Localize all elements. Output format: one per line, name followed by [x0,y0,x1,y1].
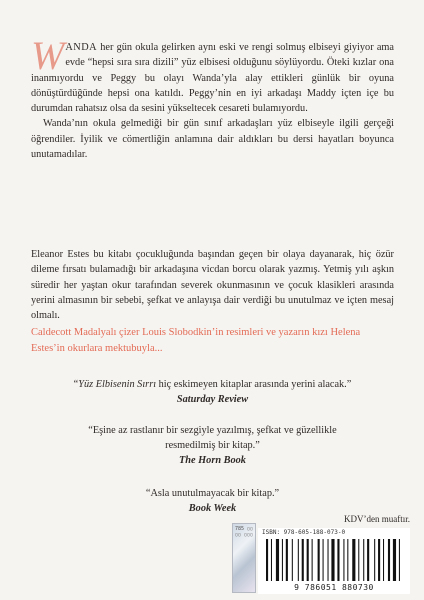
barcode-bar [358,539,359,581]
barcode-bar [352,539,355,581]
barcode-bar [331,539,334,581]
tax-exempt-note: KDV’den muaftır. [344,514,410,524]
book-title-italic: Yüz Elbisenin Sırrı [78,379,157,390]
barcode-bar [312,539,313,581]
synopsis-text-1: her gün okula gelirken aynı eski ve rengi solmuş elbiseyi giyiyor ama evde “hepsi sıra sıra dizili” yüz elbisesi olduğunu söylüyordu. Öteki kızlar ona inanmıyordu ve Peggy bu olayı Wanda’yla alay ettikleri günlük bir oyuna dönüştürdüğünde hepsi ona katıldı. Peggy’nin en iyi arkadaşı Maddy içten içe bu durumdan rahatsız olsa da sesini yükseltecek cesareti bulamıyordu. [31,42,394,115]
drop-cap: W [31,33,65,78]
synopsis-paragraph-1 [31,33,394,116]
barcode-bar [347,539,348,581]
barcode-bar [286,539,288,581]
barcode-bar [302,539,304,581]
illustrator-note: Caldecott Madalyalı çizer Louis Slobodkin’in resimleri ve yazarın kızı Helena Estes’in okurlara mektubuyla... [31,327,361,354]
barcode-bar [282,539,283,581]
sticker-text: 785 ▯▯ ▯▯ ▯▯▯ [235,526,254,538]
review-quote-2-line-2: resmedilmiş bir kitap.” [165,440,260,451]
review-source-2: The Horn Book [179,455,246,466]
review-source-1: Saturday Review [176,394,249,405]
review-source-3: Book Week [188,503,237,514]
review-quote-3 [31,486,394,516]
barcode-bar [266,539,268,581]
about-paragraph: Eleanor Estes bu kitabı çocukluğunda başından geçen bir olaya dayanarak, hiç özür dileme fırsatı bulamadığı bir arkadaşına vicdan borcu olarak yazmış. Yetmiş yılı aşkın süredir her yaştan okur tarafından severek okunmasının ve çocuk klasikleri arasında yerini almasının bir sebebi, şefkat ve anlayışa dair verdiği bu unutulmaz ve içten mesaj olmalı. [31,249,394,322]
barcode-icon [258,537,410,583]
synopsis-paragraph-2: Wanda’nın okula gelmediği bir gün sınıf arkadaşları yüz elbiseyle ilgili gerçeği öğrendiler. İyilik ve cömertliğin anlamına dair aldıkları bu dersi hayatları boyunca unutamadılar. [31,118,394,161]
barcode-bar [367,539,369,581]
barcode-bar [307,539,309,581]
isbn-label: ISBN: 978-605-188-073-0 [262,529,346,536]
synopsis [31,33,394,162]
barcode-bar [323,539,324,581]
about-author [31,247,394,323]
barcode-bar [393,539,396,581]
review-quote-1-text: “Yüz Elbisenin Sırrı hiç eskimeyen kitaplar arasında yerini alacak.” [73,379,352,390]
review-quote-2 [31,423,394,468]
barcode-area [258,528,410,594]
barcode-bar [298,539,299,581]
name-smallcaps: ANDA [65,42,98,53]
review-quote-2-line-1: “Eşine az rastlanır bir sezgiyle yazılmış, şefkat ve güzellikle [88,425,337,436]
barcode-bar [276,539,279,581]
barcode-bar [337,539,339,581]
barcode-bar [399,539,400,581]
review-quote-1 [31,377,394,407]
barcode-bar [343,539,344,581]
hologram-sticker [232,523,256,593]
barcode-bar [378,539,380,581]
review-quote-3-text: “Asla unutulmayacak bir kitap.” [145,488,280,499]
barcode-bar [388,539,390,581]
barcode-bar [318,539,320,581]
barcode-bar [292,539,293,581]
barcode-number: 9 786051 880730 [294,583,374,592]
barcode-bar [383,539,384,581]
barcode-bar [328,539,329,581]
barcode-bar [363,539,364,581]
barcode-bar [374,539,375,581]
barcode-bar [271,539,272,581]
